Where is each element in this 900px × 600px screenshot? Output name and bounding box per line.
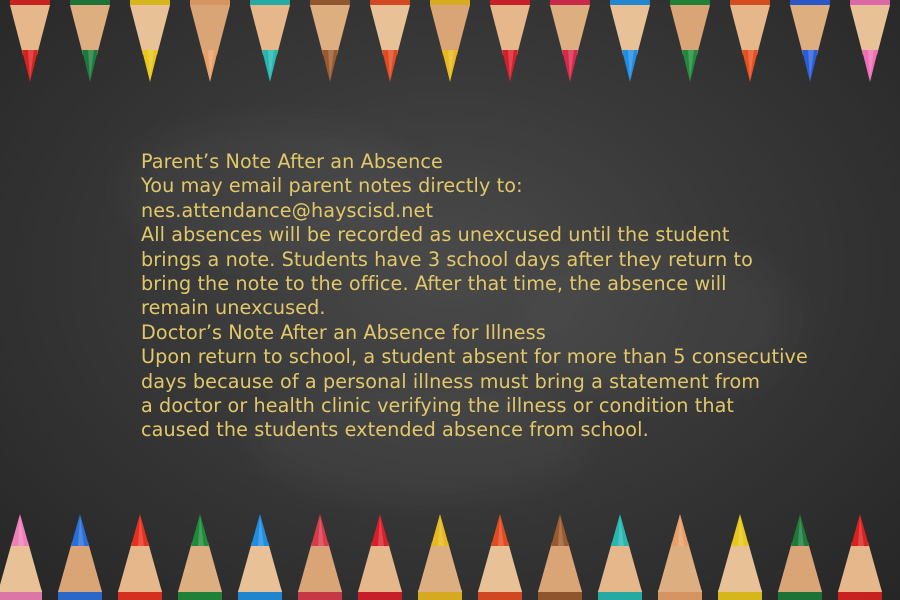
- pencil-icon: [238, 514, 282, 600]
- pencil-icon: [790, 0, 830, 82]
- note-line: Upon return to school, a student absent for more than 5 consecutive: [141, 345, 808, 369]
- note-heading-parent: Parent’s Note After an Absence: [141, 150, 443, 173]
- pencil-icon: [298, 514, 342, 600]
- note-line: brings a note. Students have 3 school days after they return to: [141, 247, 753, 271]
- pencil-icon: [658, 514, 702, 600]
- pencil-icon: [250, 0, 290, 82]
- pencil-icon: [418, 514, 462, 600]
- note-line: bring the note to the office. After that time, the absence will: [141, 272, 727, 296]
- note-line: You may email parent notes directly to:: [141, 174, 523, 198]
- pencil-icon: [370, 0, 410, 82]
- note-line: remain unexcused.: [141, 296, 326, 320]
- pencil-icon: [190, 0, 230, 82]
- pencil-icon: [118, 514, 162, 600]
- pencil-icon: [610, 0, 650, 82]
- pencil-icon: [310, 0, 350, 82]
- pencil-icon: [70, 0, 110, 82]
- pencil-icon: [850, 0, 890, 82]
- attendance-notes: [141, 150, 831, 443]
- pencil-icon: [838, 514, 882, 600]
- pencil-icon: [178, 514, 222, 600]
- note-line: All absences will be recorded as unexcused until the student: [141, 223, 730, 247]
- note-heading-doctor: Doctor’s Note After an Absence for Illness: [141, 320, 546, 344]
- pencil-icon: [538, 514, 582, 600]
- pencil-icon: [130, 0, 170, 82]
- email-address: nes.attendance@hayscisd.net: [141, 198, 434, 222]
- top-pencil-row: [0, 0, 900, 100]
- pencil-icon: [490, 0, 530, 82]
- pencil-icon: [358, 514, 402, 600]
- bottom-pencil-row: [0, 510, 900, 600]
- pencil-icon: [670, 0, 710, 82]
- note-line: days because of a personal illness must bring a statement from: [141, 369, 761, 393]
- pencil-icon: [598, 514, 642, 600]
- pencil-icon: [550, 0, 590, 82]
- pencil-icon: [10, 0, 50, 82]
- pencil-icon: [730, 0, 770, 82]
- pencil-icon: [58, 514, 102, 600]
- pencil-icon: [430, 0, 470, 82]
- note-line: caused the students extended absence from school.: [141, 418, 649, 442]
- pencil-icon: [0, 514, 42, 600]
- pencil-icon: [718, 514, 762, 600]
- pencil-icon: [478, 514, 522, 600]
- note-line: a doctor or health clinic verifying the illness or condition that: [141, 394, 735, 418]
- pencil-icon: [778, 514, 822, 600]
